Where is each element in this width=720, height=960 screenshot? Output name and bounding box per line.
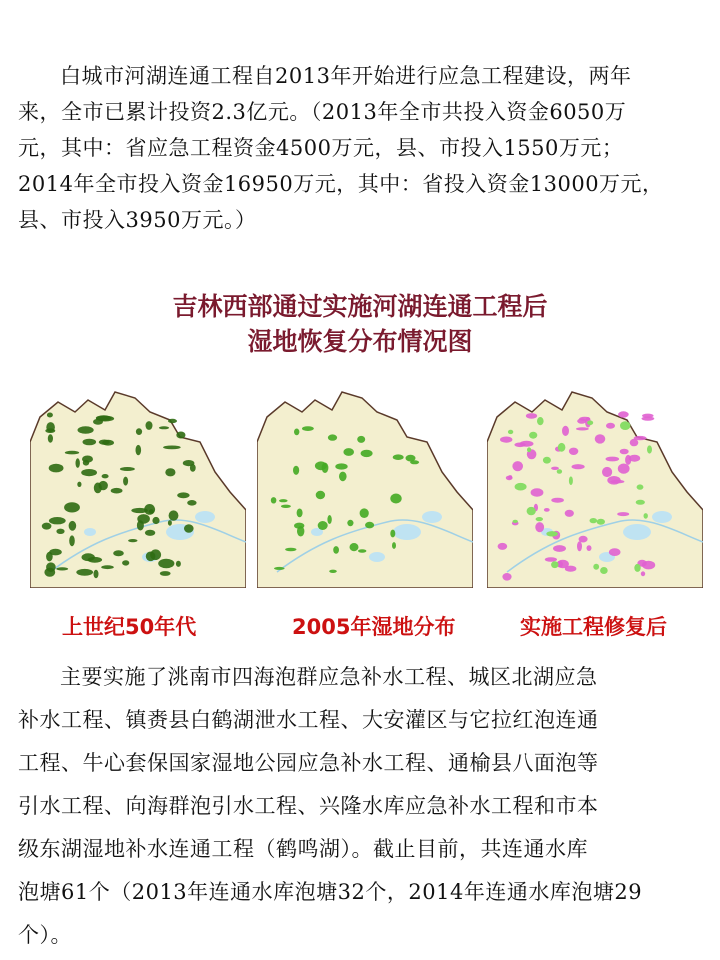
wetland-patch xyxy=(361,450,373,457)
wetland-patch xyxy=(347,520,353,526)
wetland-patch xyxy=(358,549,366,552)
wetland-map-2005 xyxy=(257,382,473,588)
wetland-patch xyxy=(176,561,181,567)
wetland-patch xyxy=(565,510,574,517)
wetland-map-1950s xyxy=(30,382,246,588)
wetland-map-restored xyxy=(487,382,703,588)
lake-shape xyxy=(422,511,442,523)
wetland-patch xyxy=(136,428,142,435)
wetland-patch xyxy=(644,513,648,519)
wetland-patch xyxy=(641,571,645,576)
wetland-patch xyxy=(49,549,62,556)
wetland-patch xyxy=(77,482,81,487)
wetland-patch xyxy=(335,463,347,469)
wetland-patch xyxy=(558,443,566,452)
wetland-patch xyxy=(122,560,129,565)
wetland-patch xyxy=(294,429,299,436)
wetland-patch xyxy=(94,483,102,494)
body-line: 工程、牛心套保国家湿地公园应急补水工程、通榆县八面泡等 xyxy=(18,751,599,775)
wetland-patch xyxy=(137,514,150,524)
wetland-patch xyxy=(551,561,558,568)
intro-line: 来，全市已累计投资2.3亿元。（2013年全市共投入资金6050万 xyxy=(18,100,627,124)
wetland-patch xyxy=(78,426,94,434)
wetland-patch xyxy=(498,543,508,550)
wetland-patch xyxy=(281,505,291,508)
wetland-patch xyxy=(513,520,518,523)
wetland-patch xyxy=(297,509,303,518)
wetland-patch xyxy=(629,455,641,462)
wetland-patch xyxy=(102,440,114,446)
wetland-patch xyxy=(350,543,359,551)
wetland-patch xyxy=(365,522,374,529)
wetland-patch xyxy=(562,426,569,436)
wetland-patch xyxy=(56,529,64,534)
wetland-patch xyxy=(610,480,624,484)
wetland-patch xyxy=(579,417,590,421)
wetland-patch xyxy=(65,451,79,455)
wetland-patch xyxy=(636,500,645,505)
map-graphic xyxy=(487,382,703,588)
wetland-patch xyxy=(136,445,142,455)
wetland-patch xyxy=(577,541,582,551)
wetland-patch xyxy=(527,447,531,452)
body-line: 泡塘61个（2013年连通水库泡塘32个，2014年连通水库泡塘29 xyxy=(18,880,643,904)
wetland-patch xyxy=(617,512,629,516)
wetland-patch xyxy=(339,472,347,482)
wetland-patch xyxy=(357,436,365,443)
wetland-patch xyxy=(163,446,181,450)
map-caption-restored: 实施工程修复后 xyxy=(520,615,667,639)
wetland-patch xyxy=(590,518,598,523)
wetland-patch xyxy=(120,467,135,471)
body-line: 级东湖湿地补水连通工程（鹤鸣湖）。截止目前，共连通水库 xyxy=(18,837,588,861)
wetland-patch xyxy=(48,434,53,442)
wetland-patch xyxy=(128,539,137,542)
wetland-patch xyxy=(569,476,573,485)
wetland-patch xyxy=(113,550,124,556)
wetland-patch xyxy=(536,517,543,521)
intro-line: 县、市投入3950万元。） xyxy=(18,208,257,232)
wetland-patch xyxy=(146,421,153,430)
wetland-patch xyxy=(620,449,629,455)
wetland-patch xyxy=(94,570,99,578)
wetland-patch xyxy=(64,502,80,512)
wetland-patch xyxy=(576,427,589,430)
map-caption-2005: 2005年湿地分布 xyxy=(292,615,456,639)
wetland-patch xyxy=(343,448,354,456)
wetland-patch xyxy=(647,445,652,453)
lake-shape xyxy=(652,511,672,523)
wetland-patch xyxy=(146,552,156,562)
wetland-patch xyxy=(76,569,93,576)
wetland-patch xyxy=(500,437,512,443)
wetland-patch xyxy=(49,464,64,473)
wetland-patch xyxy=(329,570,337,573)
map-graphic xyxy=(30,382,246,588)
wetland-patch xyxy=(634,436,647,440)
body-line: 主要实施了洮南市四海泡群应急补水工程、城区北湖应急 xyxy=(60,665,598,689)
wetland-patch xyxy=(551,498,564,503)
body-line: 引水工程、向海群泡引水工程、兴隆水库应急补水工程和市本 xyxy=(18,794,599,818)
wetland-patch xyxy=(529,432,537,439)
wetland-patch xyxy=(176,432,185,439)
lake-shape xyxy=(393,524,421,540)
body-line: 补水工程、镇赉县白鹤湖泄水工程、大安灌区与它拉红泡连通 xyxy=(18,708,599,732)
wetland-patch xyxy=(642,561,655,570)
wetland-patch xyxy=(553,545,566,552)
wetland-patch xyxy=(159,426,169,429)
wetland-patch xyxy=(111,488,123,494)
wetland-patch xyxy=(44,568,55,577)
wetland-patch xyxy=(595,434,606,443)
wetland-patch xyxy=(390,494,401,504)
wetland-patch xyxy=(618,411,629,417)
wetland-patch xyxy=(168,419,177,423)
wetland-patch xyxy=(531,488,544,496)
figure-title: 吉林西部通过实施河湖连通工程后 xyxy=(172,292,548,321)
wetland-patch xyxy=(165,468,175,476)
wetland-patch xyxy=(123,477,128,486)
wetland-patch xyxy=(49,517,66,524)
lake-shape xyxy=(195,511,215,523)
wetland-patch xyxy=(47,413,53,418)
wetland-patch xyxy=(512,461,523,471)
wetland-patch xyxy=(360,508,369,518)
wetland-patch xyxy=(302,426,314,431)
wetland-patch xyxy=(502,573,511,581)
wetland-patch xyxy=(152,517,159,524)
wetland-patch xyxy=(102,474,109,478)
wetland-patch xyxy=(557,469,562,474)
wetland-patch xyxy=(168,520,172,526)
wetland-patch xyxy=(327,515,331,524)
wetland-patch xyxy=(96,415,112,420)
lake-shape xyxy=(623,524,651,540)
wetland-patch xyxy=(393,454,404,460)
map-graphic xyxy=(257,382,473,588)
wetland-patch xyxy=(285,548,296,551)
wetland-patch xyxy=(572,464,585,469)
wetland-patch xyxy=(587,421,593,426)
wetland-patch xyxy=(190,464,196,472)
wetland-patch xyxy=(274,567,285,570)
wetland-patch xyxy=(294,523,304,529)
wetland-patch xyxy=(144,504,155,515)
lake-shape xyxy=(369,552,385,562)
intro-line: 白城市河湖连通工程自2013年开始进行应急工程建设，两年 xyxy=(60,64,632,88)
wetland-patch xyxy=(83,439,97,446)
wetland-patch xyxy=(177,492,189,498)
wetland-patch xyxy=(634,564,640,572)
wetland-patch xyxy=(569,448,578,455)
wetland-patch xyxy=(543,457,551,464)
wetland-patch xyxy=(537,417,544,425)
wetland-patch xyxy=(81,469,97,476)
wetland-patch xyxy=(618,464,630,474)
intro-line: 2014年全市投入资金16950万元，其中：省投入资金13000万元， xyxy=(18,172,664,196)
wetland-patch xyxy=(535,522,544,532)
wetland-patch xyxy=(56,567,68,570)
wetland-patch xyxy=(184,524,194,533)
wetland-patch xyxy=(600,567,608,574)
wetland-patch xyxy=(620,421,630,430)
wetland-patch xyxy=(606,423,615,429)
wetland-patch xyxy=(42,523,52,530)
wetland-patch xyxy=(158,559,174,568)
wetland-patch xyxy=(69,521,77,531)
wetland-patch xyxy=(545,557,557,562)
wetland-patch xyxy=(526,413,537,419)
wetland-patch xyxy=(293,466,299,475)
body-line: 个）。 xyxy=(18,923,72,947)
map-caption-1950s: 上世纪50年代 xyxy=(62,615,197,639)
wetland-patch xyxy=(315,461,327,470)
wetland-patch xyxy=(392,542,396,549)
wetland-patch xyxy=(410,460,419,464)
wetland-patch xyxy=(169,510,179,520)
wetland-patch xyxy=(390,530,395,538)
wetland-patch xyxy=(328,434,337,440)
body-paragraph xyxy=(18,656,702,957)
wetland-patch xyxy=(76,458,80,468)
wetland-patch xyxy=(527,507,536,515)
wetland-patch xyxy=(515,483,527,491)
intro-paragraph xyxy=(18,58,702,238)
wetland-patch xyxy=(546,531,558,536)
wetland-patch xyxy=(520,441,534,447)
wetland-patch xyxy=(46,422,55,432)
wetland-patch xyxy=(88,557,103,563)
wetland-patch xyxy=(82,456,93,463)
wetland-patch xyxy=(544,508,550,512)
lake-shape xyxy=(84,528,96,536)
wetland-patch xyxy=(101,565,114,569)
wetland-patch xyxy=(606,457,620,462)
wetland-patch xyxy=(642,414,654,418)
wetland-patch xyxy=(187,500,196,506)
wetland-patch xyxy=(271,497,277,503)
wetland-patch xyxy=(602,467,612,477)
intro-line: 元，其中：省应急工程资金4500万元，县、市投入1550万元； xyxy=(18,136,624,160)
wetland-patch xyxy=(318,521,328,530)
wetland-patch xyxy=(587,545,592,551)
wetland-patch xyxy=(508,475,512,479)
wetland-patch xyxy=(333,546,339,554)
wetland-patch xyxy=(593,564,599,570)
figure-subtitle: 湿地恢复分布情况图 xyxy=(247,327,473,356)
wetland-patch xyxy=(551,467,559,470)
wetland-patch xyxy=(508,430,513,434)
wetland-patch xyxy=(145,530,155,536)
wetland-patch xyxy=(279,499,288,502)
wetland-patch xyxy=(316,491,325,499)
wetland-patch xyxy=(597,519,605,525)
wetland-patch xyxy=(69,535,75,546)
wetland-patch xyxy=(609,548,621,556)
wetland-patch xyxy=(637,484,644,489)
wetland-patch xyxy=(565,566,577,572)
wetland-patch xyxy=(160,571,171,576)
